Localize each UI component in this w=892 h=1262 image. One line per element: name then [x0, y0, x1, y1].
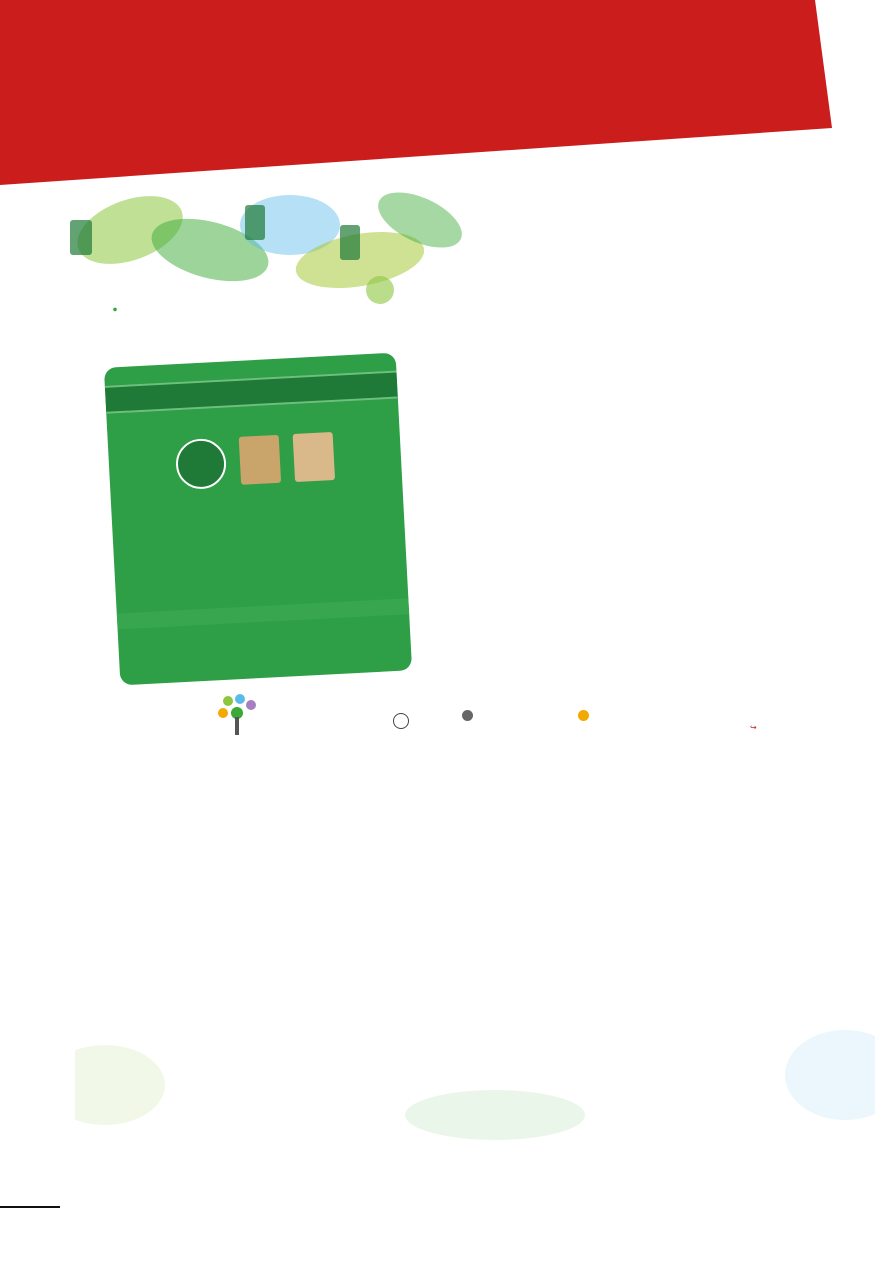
report-arrow-icon: ↪ [750, 723, 757, 732]
gray-dot-icon [462, 710, 473, 721]
legend-jaunes [578, 710, 591, 723]
leaves-illustration [60, 180, 480, 310]
partner-logos [213, 693, 423, 738]
card-bottom-1 [117, 598, 409, 629]
calendar-jan-apr [468, 327, 840, 697]
legend-report [750, 722, 757, 733]
compost-illustration [169, 432, 342, 497]
footer [0, 1206, 892, 1246]
card-bottom-2 [119, 634, 411, 649]
legend-gris [462, 710, 475, 723]
smictom-logo-icon [213, 693, 263, 738]
consignes-card [104, 353, 412, 686]
footer-rule [0, 1206, 60, 1208]
commune-info: ● [112, 303, 118, 314]
calendar-may-dec [97, 767, 840, 1137]
recycle-icon [393, 713, 409, 729]
header-banner [0, 0, 892, 185]
legend [462, 710, 882, 750]
yellow-dot-icon [578, 710, 589, 721]
